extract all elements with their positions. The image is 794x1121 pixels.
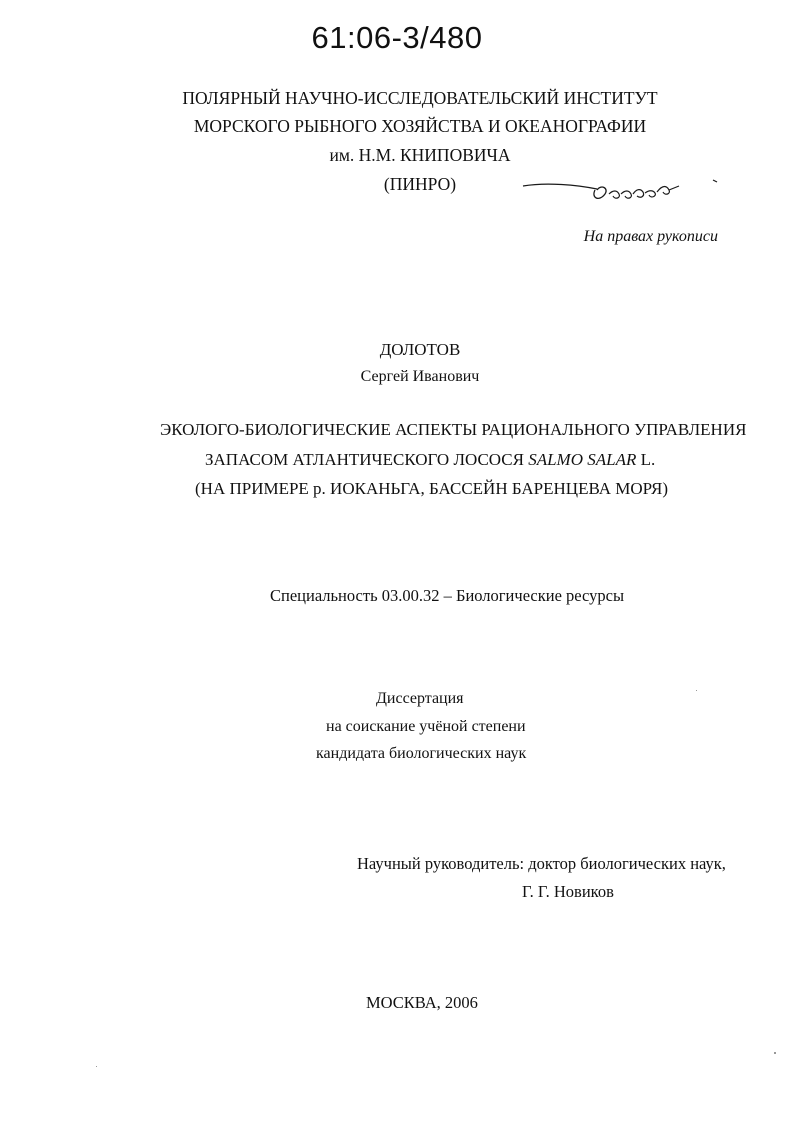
- author-given-names: Сергей Иванович: [360, 368, 480, 385]
- institute-line-2: МОРСКОГО РЫБНОГО ХОЗЯЙСТВА И ОКЕАНОГРАФИИ: [193, 116, 647, 136]
- scan-speck: [96, 1066, 97, 1067]
- rights-note: На правах рукописи: [583, 228, 718, 245]
- author-surname: ДОЛОТОВ: [379, 340, 461, 359]
- title-line-2-prefix: ЗАПАСОМ АТЛАНТИЧЕСКОГО ЛОСОСЯ: [205, 450, 529, 469]
- scan-speck: [696, 690, 697, 691]
- institute-line-1: ПОЛЯРНЫЙ НАУЧНО-ИССЛЕДОВАТЕЛЬСКИЙ ИНСТИТУТ: [182, 88, 658, 108]
- title-line-2: [205, 450, 655, 470]
- title-line-3: (НА ПРИМЕРЕ р. ИОКАНЬГА, БАССЕЙН БАРЕНЦЕВА МОРЯ): [195, 479, 669, 498]
- supervisor-label: Научный руководитель: доктор биологических наук,: [357, 854, 726, 873]
- dissertation-line-2: на соискание учёной степени: [326, 718, 526, 735]
- species-name: SALMO SALAR: [528, 450, 637, 469]
- title-line-2-suffix: L.: [636, 450, 656, 469]
- handwritten-signature: [517, 172, 727, 212]
- place-year: МОСКВА, 2006: [366, 993, 478, 1012]
- specialty: Специальность 03.00.32 – Биологические ресурсы: [270, 586, 625, 605]
- supervisor-name: Г. Г. Новиков: [522, 882, 614, 901]
- document-code: 61:06-3/480: [311, 20, 483, 55]
- institute-line-4: (ПИНРО): [383, 174, 457, 194]
- scan-speck: [774, 1052, 776, 1054]
- institute-line-3: им. Н.М. КНИПОВИЧА: [329, 145, 511, 165]
- title-line-1: ЭКОЛОГО-БИОЛОГИЧЕСКИЕ АСПЕКТЫ РАЦИОНАЛЬНОГО УПРАВЛЕНИЯ: [160, 420, 747, 439]
- dissertation-line-1: Диссертация: [376, 690, 464, 707]
- dissertation-line-3: кандидата биологических наук: [316, 745, 527, 762]
